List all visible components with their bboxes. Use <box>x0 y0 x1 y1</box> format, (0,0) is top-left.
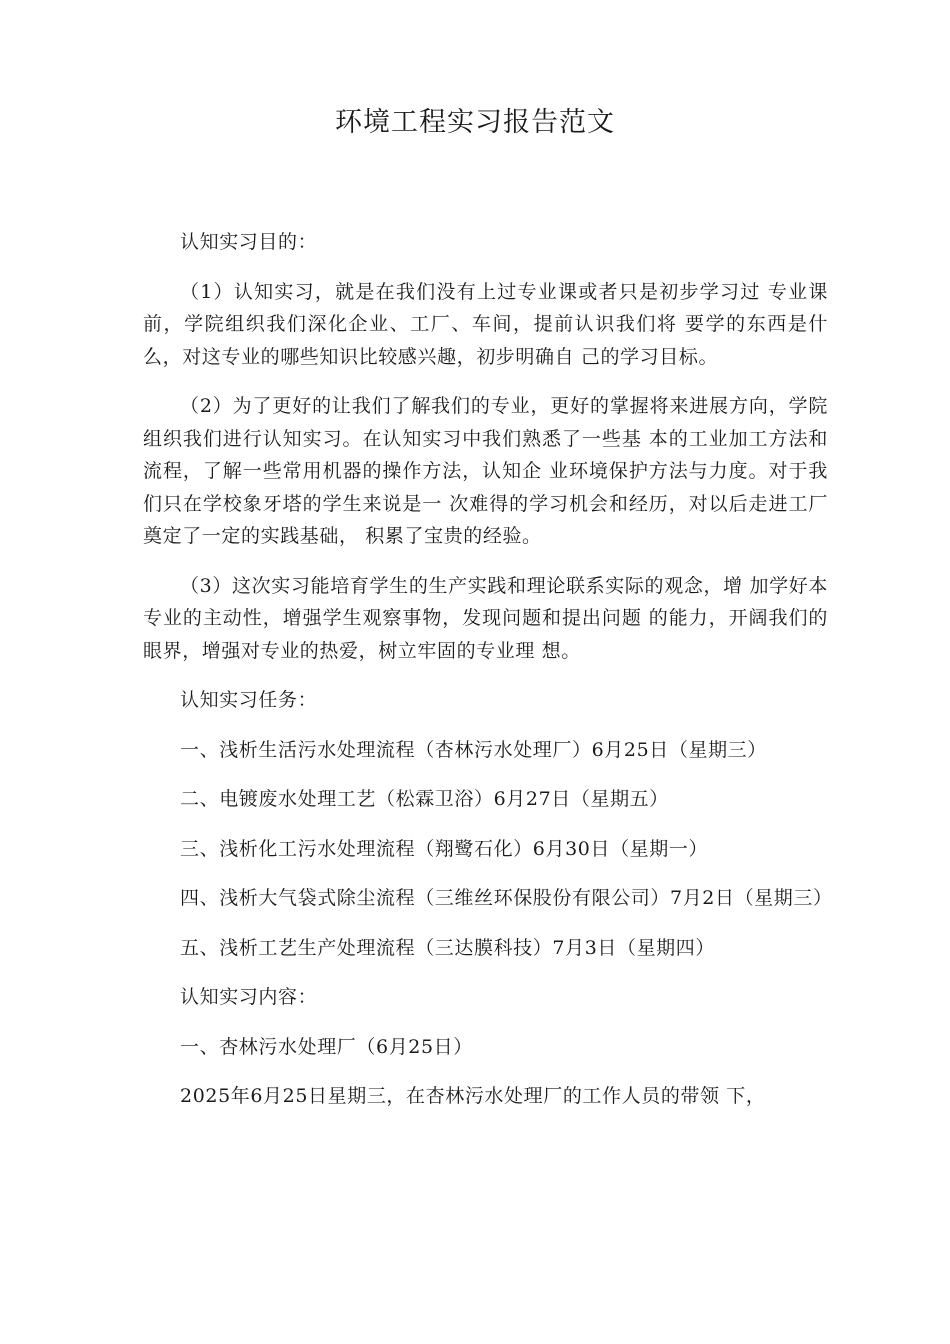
purpose-paragraph-2: （2）为了更好的让我们了解我们的专业，更好的掌握将来进展方向，学院组织我们进行认知实习。在认知实习中我们熟悉了一些基 本的工业加工方法和流程，了解一些常用机器的操作方法，认知企 业环境保护方法与力度。对于我们只在学校象牙塔的学生来说是一 次难得的学习机会和经历，对以后走进工厂奠定了一定的实践基础， 积累了宝贵的经验。 <box>143 395 828 547</box>
purpose-paragraph-3: （3）这次实习能培育学生的生产实践和理论联系实际的观念，增 加学好本专业的主动性，增强学生观察事物，发现问题和提出问题 的能力，开阔我们的眼界，增强对专业的热爱，树立牢固的专业理 想。 <box>143 574 828 662</box>
section-heading-tasks: 认知实习任务： <box>180 689 318 711</box>
content-paragraph-1: 2025年6月25日星期三，在杏林污水处理厂的工作人员的带领 下， <box>180 1085 766 1107</box>
document-title: 环境工程实习报告范文 <box>335 107 615 138</box>
document-body <box>143 226 833 1130</box>
section-heading-content: 认知实习内容： <box>180 986 318 1008</box>
content-subheading-1: 一、杏林污水处理厂（6月25日） <box>180 1035 473 1058</box>
task-item-1: 一、浅析生活污水处理流程（杏林污水处理厂）6月25日（星期三） <box>180 738 767 761</box>
task-item-4: 四、浅析大气袋式除尘流程（三维丝环保股份有限公司）7月2日（星期三） <box>180 887 833 909</box>
purpose-paragraph-1: （1）认知实习，就是在我们没有上过专业课或者只是初步学习过 专业课前，学院组织我们深化企业、工厂、车间，提前认识我们将 要学的东西是什么，对这专业的哪些知识比较感兴趣，初步明确自 己的学习目标。 <box>143 280 828 368</box>
task-item-3: 三、浅析化工污水处理流程（翔鹭石化）6月30日（星期一） <box>180 837 709 860</box>
task-item-5: 五、浅析工艺生产处理流程（三达膜科技）7月3日（星期四） <box>180 936 715 959</box>
section-heading-purpose: 认知实习目的： <box>180 231 318 253</box>
task-item-2: 二、电镀废水处理工艺（松霖卫浴）6月27日（星期五） <box>180 788 669 810</box>
